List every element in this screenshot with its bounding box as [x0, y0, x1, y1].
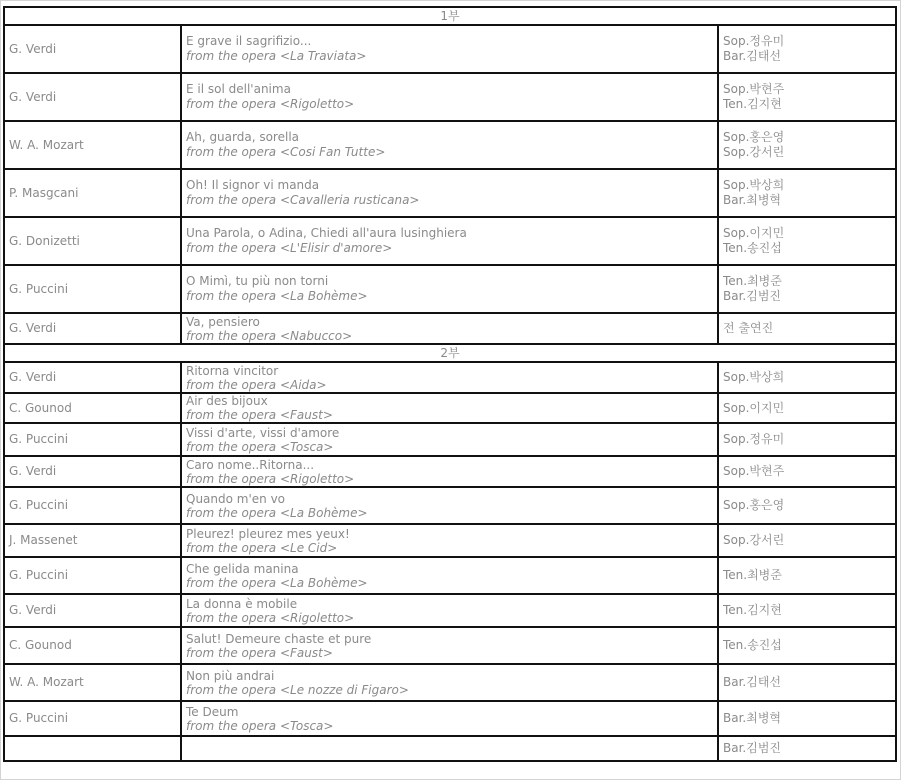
piece-cell [181, 121, 718, 169]
program-row [4, 456, 896, 487]
composer-cell: G. Verdi [4, 594, 181, 627]
performer: Ten.최병준 [723, 274, 782, 288]
piece-source: from the opera <La Bohème> [186, 575, 368, 590]
performer: Bar.김범진 [723, 289, 782, 303]
composer-cell: G. Verdi [4, 362, 181, 393]
performer: Bar.김태선 [723, 49, 782, 63]
composer-cell: G. Verdi [4, 25, 181, 73]
performer: Ten.김지현 [723, 97, 782, 111]
piece-title: Air des bijoux [186, 394, 268, 408]
program-row [4, 664, 896, 701]
performer-cell: Sop.박현주 [718, 456, 896, 487]
piece-cell [181, 594, 718, 627]
performer-cell: Bar.김태선 [718, 664, 896, 701]
piece-source: from the opera <Cavalleria rusticana> [186, 193, 420, 207]
program-row [4, 217, 896, 265]
piece-source: from the opera <Faust> [186, 408, 333, 422]
composer-cell: G. Puccini [4, 265, 181, 313]
piece-source: from the opera <Nabucco> [186, 328, 353, 343]
piece-source: from the opera <Rigoletto> [186, 471, 355, 486]
performer-cell: Bar.최병혁 [718, 701, 896, 736]
program-row [4, 701, 896, 736]
part-label: 2부 [4, 344, 896, 362]
performer-cell [718, 73, 896, 121]
performer-cell [718, 169, 896, 217]
piece-source: from the opera <Faust> [186, 645, 333, 660]
performer: Bar.최병혁 [723, 193, 782, 207]
piece-title: Ritorna vincitor [186, 363, 279, 378]
piece-cell [181, 487, 718, 524]
program-row [4, 73, 896, 121]
piece-source: from the opera <Rigoletto> [186, 97, 355, 111]
piece-title: Pleurez! pleurez mes yeux! [186, 526, 350, 541]
piece-cell [181, 73, 718, 121]
performer-cell: Ten.최병준 [718, 557, 896, 594]
performer-cell [718, 217, 896, 265]
piece-title: Una Parola, o Adina, Chiedi all'aura lusinghiera [186, 226, 467, 240]
performer-cell [718, 313, 896, 344]
piece-cell [181, 627, 718, 664]
piece-source: from the opera <Aida> [186, 377, 327, 392]
piece-source: from the opera <Tosca> [186, 718, 334, 733]
piece-title: E il sol dell'anima [186, 82, 291, 96]
performer-cell: Ten.김지현 [718, 594, 896, 627]
performer-cell [718, 265, 896, 313]
piece-source: from the opera <Tosca> [186, 439, 334, 454]
performer: Sop.박현주 [723, 82, 785, 96]
piece-source: from the opera <Le nozze di Figaro> [186, 682, 409, 697]
piece-title: Te Deum [186, 704, 239, 719]
piece-cell [181, 217, 718, 265]
composer-cell: G. Puccini [4, 557, 181, 594]
part-header-row [4, 7, 896, 25]
piece-title: La donna è mobile [186, 596, 298, 611]
piece-cell [181, 362, 718, 393]
performer: Sop.강서린 [723, 145, 785, 159]
piece-title: Non più andrai [186, 668, 275, 683]
performer-cell [718, 121, 896, 169]
program-row [4, 524, 896, 557]
program-row [4, 25, 896, 73]
part-label: 1부 [4, 7, 896, 25]
piece-cell [181, 25, 718, 73]
program-row [4, 736, 896, 761]
piece-source: from the opera <Cosi Fan Tutte> [186, 145, 386, 159]
piece-title: Quando m'en vo [186, 491, 286, 506]
piece-cell [181, 393, 718, 423]
piece-source: from the opera <Rigoletto> [186, 610, 355, 625]
piece-cell [181, 169, 718, 217]
piece-cell [181, 265, 718, 313]
performer-cell: Sop.정유미 [718, 423, 896, 456]
piece-title: Salut! Demeure chaste et pure [186, 631, 372, 646]
performer: Ten.송진섭 [723, 241, 782, 255]
composer-cell: G. Verdi [4, 456, 181, 487]
piece-source: from the opera <La Bohème> [186, 505, 368, 520]
performer: Sop.이지민 [723, 226, 785, 240]
piece-cell [181, 313, 718, 344]
performer-cell: Sop.이지민 [718, 393, 896, 423]
composer-cell: W. A. Mozart [4, 121, 181, 169]
performer: 전 출연진 [723, 321, 774, 335]
piece-title: Oh! Il signor vi manda [186, 178, 320, 192]
program-row [4, 557, 896, 594]
composer-cell: C. Gounod [4, 393, 181, 423]
performer-cell: Sop.홍은영 [718, 487, 896, 524]
composer-cell: G. Verdi [4, 73, 181, 121]
piece-source: from the opera <La Bohème> [186, 289, 368, 303]
piece-title: O Mimì, tu più non torni [186, 274, 329, 288]
performer-cell: Sop.강서린 [718, 524, 896, 557]
program-row [4, 423, 896, 456]
piece-cell [181, 664, 718, 701]
piece-title: E grave il sagrifizio... [186, 34, 312, 48]
piece-title: Vissi d'arte, vissi d'amore [186, 425, 340, 440]
performer-cell: Bar.김범진 [718, 736, 896, 761]
composer-cell: J. Massenet [4, 524, 181, 557]
program-row [4, 362, 896, 393]
program-row [4, 627, 896, 664]
composer-cell: W. A. Mozart [4, 664, 181, 701]
concert-program-table [3, 6, 897, 762]
program-row [4, 313, 896, 344]
piece-title: Che gelida manina [186, 561, 299, 576]
piece-cell [181, 736, 718, 761]
piece-source: from the opera <Le Cid> [186, 540, 338, 555]
part-header-row [4, 344, 896, 362]
piece-title: Caro nome..Ritorna... [186, 457, 315, 472]
performer: Sop.정유미 [723, 34, 785, 48]
composer-cell: P. Masgcani [4, 169, 181, 217]
piece-cell [181, 456, 718, 487]
composer-cell: G. Puccini [4, 423, 181, 456]
piece-title: Va, pensiero [186, 314, 260, 329]
composer-cell: G. Donizetti [4, 217, 181, 265]
composer-cell: C. Gounod [4, 627, 181, 664]
piece-cell [181, 701, 718, 736]
performer: Sop.박상희 [723, 178, 785, 192]
program-row [4, 169, 896, 217]
piece-cell [181, 524, 718, 557]
composer-cell [4, 736, 181, 761]
performer-cell [718, 25, 896, 73]
program-row [4, 487, 896, 524]
performer-cell: Sop.박상희 [718, 362, 896, 393]
composer-cell: G. Verdi [4, 313, 181, 344]
performer-cell: Ten.송진섭 [718, 627, 896, 664]
piece-title: Ah, guarda, sorella [186, 130, 300, 144]
piece-cell [181, 557, 718, 594]
program-row [4, 393, 896, 423]
program-row [4, 121, 896, 169]
piece-source: from the opera <La Traviata> [186, 49, 367, 63]
piece-source: from the opera <L'Elisir d'amore> [186, 241, 393, 255]
program-row [4, 265, 896, 313]
piece-cell [181, 423, 718, 456]
composer-cell: G. Puccini [4, 701, 181, 736]
composer-cell: G. Puccini [4, 487, 181, 524]
performer: Sop.홍은영 [723, 130, 785, 144]
program-row [4, 594, 896, 627]
